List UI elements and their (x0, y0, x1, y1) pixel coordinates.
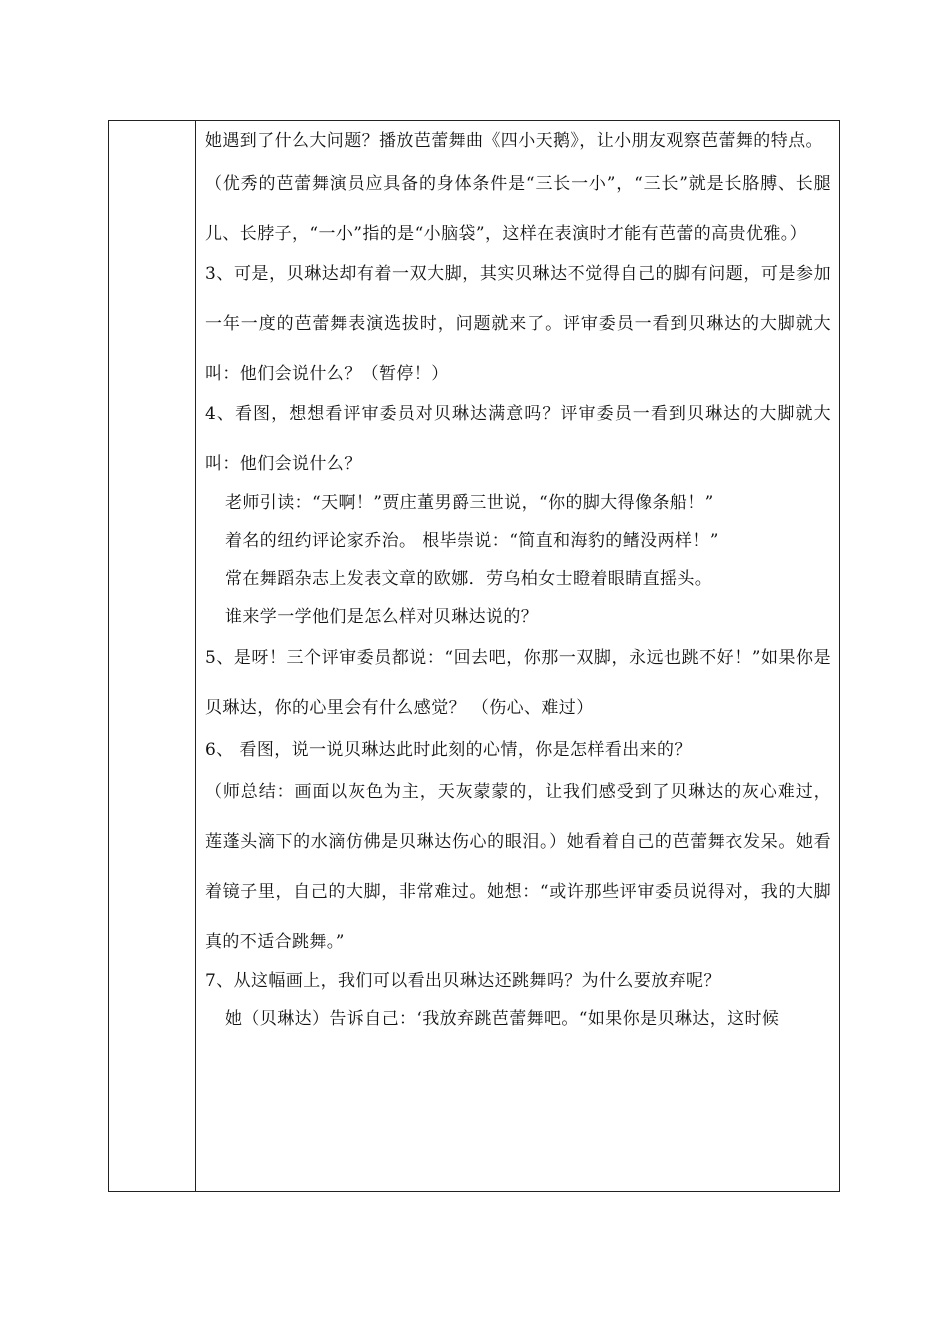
paragraph-intro: 她遇到了什么大问题？播放芭蕾舞曲《四小天鹅》，让小朋友观察芭蕾舞的特点。 (205, 131, 823, 151)
paragraph-critic-george: 着名的纽约评论家乔治。 根毕崇说：“简直和海豹的鳍没两样！” (225, 531, 719, 551)
paragraph-step-5: 5、是呀！三个评审委员都说：“回去吧，你那一双脚，永远也跳不好！”如果你是贝琳达，你的心里会有什么感觉？ （伤心、难过） (205, 648, 831, 718)
paragraph-teacher-summary: （师总结：画面以灰色为主，天灰蒙蒙的，让我们感受到了贝琳达的灰心难过，莲蓬头滴下的水滴仿佛是贝琳达伤心的眼泪。）她看着自己的芭蕾舞衣发呆。她看着镜子里，自己的大脚，非常难过。她想：“或许那些评审委员说得对，我的大脚真的不适合跳舞。” (205, 782, 831, 952)
lesson-table (108, 120, 840, 1192)
paragraph-ballet-conditions: （优秀的芭蕾舞演员应具备的身体条件是“三长一小”，“三长”就是长胳膊、长腿儿、长脖子，“一小”指的是“小脑袋”，这样在表演时才能有芭蕾的高贵优雅。） (205, 174, 831, 244)
table-left-cell (109, 121, 196, 1191)
paragraph-step-7: 7、从这幅画上，我们可以看出贝琳达还跳舞吗？为什么要放弃呢？ (205, 971, 721, 991)
paragraph-step-4: 4、看图，想想看评审委员对贝琳达满意吗？评审委员一看到贝琳达的大脚就大叫：他们会说什么？ (205, 404, 831, 474)
paragraph-critic-ona: 常在舞蹈杂志上发表文章的欧娜．劳乌柏女士瞪着眼睛直摇头。 (225, 569, 713, 589)
paragraph-teacher-reading: 老师引读：“天啊！”贾庄董男爵三世说，“你的脚大得像条船！” (225, 493, 714, 513)
paragraph-step-3: 3、可是，贝琳达却有着一双大脚，其实贝琳达不觉得自己的脚有问题，可是参加一年一度的芭蕾舞表演选拔时，问题就来了。评审委员一看到贝琳达的大脚就大叫：他们会说什么？（暂停！） (205, 264, 831, 384)
paragraph-belinda-decision: 她（贝琳达）告诉自己：‘我放弃跳芭蕾舞吧。“如果你是贝琳达，这时候 (225, 1009, 780, 1029)
paragraph-imitate: 谁来学一学他们是怎么样对贝琳达说的？ (225, 607, 539, 627)
table-content-cell (196, 121, 839, 1191)
paragraph-step-6: 6、 看图，说一说贝琳达此时此刻的心情，你是怎样看出来的？ (205, 740, 692, 760)
